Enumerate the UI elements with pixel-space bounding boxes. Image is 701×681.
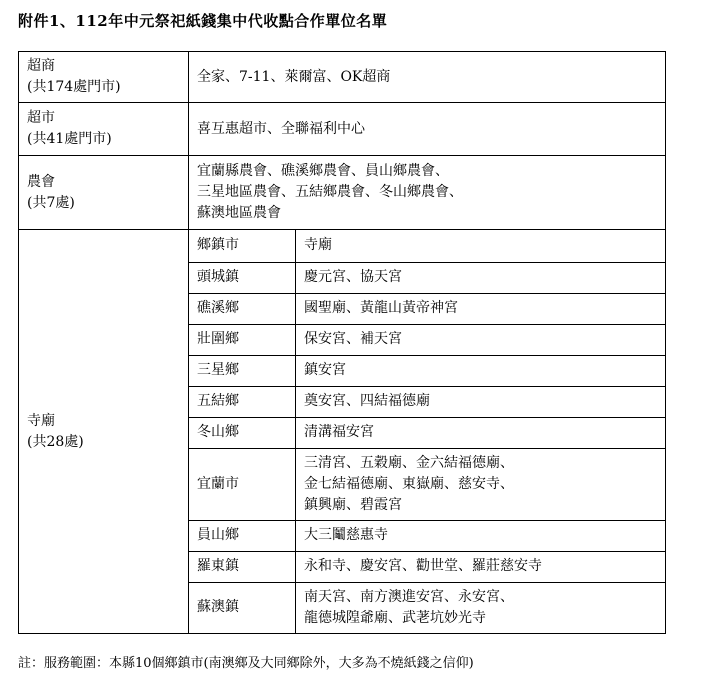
temple-line: 龍德城隍爺廟、武荖坑妙光寺 xyxy=(304,609,486,626)
temple-row xyxy=(189,520,665,551)
partners-cell xyxy=(189,103,666,156)
partners-line: 蘇澳地區農會 xyxy=(197,205,281,221)
temple-line: 南天宮、南方澳進安宮、永安宮、 xyxy=(304,588,514,605)
town-cell: 礁溪鄉 xyxy=(189,293,296,324)
temple-list-cell xyxy=(296,582,666,633)
document-title: 附件1、112年中元祭祀紙錢集中代收點合作單位名單 xyxy=(18,12,388,30)
temple-row xyxy=(189,262,665,293)
partners-cell xyxy=(189,52,666,103)
temple-list-cell xyxy=(296,262,666,293)
temple-line: 大三鬮慈惠寺 xyxy=(304,527,388,543)
table-row-temples xyxy=(19,230,666,634)
town-cell: 頭城鎮 xyxy=(189,262,296,293)
temple-list-cell xyxy=(296,324,666,355)
temple-line: 國聖廟、黃龍山黃帝神宮 xyxy=(304,300,458,316)
temples-table xyxy=(189,230,665,633)
town-cell: 三星鄉 xyxy=(189,355,296,386)
temple-row xyxy=(189,582,665,633)
temple-row xyxy=(189,324,665,355)
temple-row xyxy=(189,417,665,448)
temples-header-row xyxy=(189,230,665,262)
table-row-convenience-store xyxy=(19,52,666,103)
temples-cell xyxy=(189,230,666,634)
temple-row xyxy=(189,293,665,324)
temple-line: 鎮安宮 xyxy=(304,362,346,378)
table-row-farmers-association xyxy=(19,156,666,230)
category-cell xyxy=(19,230,189,634)
temple-line: 三清宮、五穀廟、金六結福德廟、 xyxy=(304,454,514,471)
town-cell: 冬山鄉 xyxy=(189,417,296,448)
category-cell xyxy=(19,103,189,156)
temple-line: 鎮興廟、碧霞宮 xyxy=(304,496,402,513)
category-name: 超市 xyxy=(27,110,55,126)
temple-line: 慶元宮、協天宮 xyxy=(304,269,402,285)
temple-row xyxy=(189,386,665,417)
town-cell: 羅東鎮 xyxy=(189,551,296,582)
category-count: (共28處) xyxy=(27,433,84,450)
partners-line: 宜蘭縣農會、礁溪鄉農會、員山鄉農會、 xyxy=(197,163,449,179)
temple-list-cell xyxy=(296,386,666,417)
category-count: (共41處門市) xyxy=(27,131,112,147)
footnote: 註：服務範圍：本縣10個鄉鎮市(南澳鄉及大同鄉除外，大多為不燒紙錢之信仰) xyxy=(18,656,474,671)
temple-list-cell xyxy=(296,551,666,582)
town-header: 鄉鎮市 xyxy=(189,230,296,262)
temple-line: 保安宮、補天宮 xyxy=(304,331,402,347)
category-name: 超商 xyxy=(27,58,55,74)
temple-line: 金七結福德廟、東嶽廟、慈安寺、 xyxy=(304,475,514,492)
partners-line: 全家、7-11、萊爾富、OK超商 xyxy=(197,68,391,85)
town-cell: 蘇澳鎮 xyxy=(189,582,296,633)
temple-row xyxy=(189,355,665,386)
category-cell xyxy=(19,156,189,230)
town-cell: 五結鄉 xyxy=(189,386,296,417)
category-count: (共174處門市) xyxy=(27,79,121,95)
temple-line: 永和寺、慶安宮、勸世堂、羅莊慈安寺 xyxy=(304,558,542,574)
temple-line: 清溝福安宮 xyxy=(304,424,374,440)
partners-line: 三星地區農會、五結鄉農會、冬山鄉農會、 xyxy=(197,184,463,200)
temple-list-cell xyxy=(296,448,666,520)
temple-row xyxy=(189,551,665,582)
category-name: 農會 xyxy=(27,173,55,190)
temple-list-cell xyxy=(296,355,666,386)
temple-list-cell xyxy=(296,417,666,448)
category-cell xyxy=(19,52,189,103)
temple-line: 奠安宮、四結福德廟 xyxy=(304,393,430,409)
temple-row xyxy=(189,448,665,520)
town-cell: 壯圍鄉 xyxy=(189,324,296,355)
temple-list-cell xyxy=(296,293,666,324)
temple-header: 寺廟 xyxy=(296,230,666,262)
partners-cell xyxy=(189,156,666,230)
town-cell: 宜蘭市 xyxy=(189,448,296,520)
temple-list-cell xyxy=(296,520,666,551)
table-row-supermarket xyxy=(19,103,666,156)
partner-table xyxy=(18,51,666,634)
town-cell: 員山鄉 xyxy=(189,520,296,551)
category-count: (共7處) xyxy=(27,194,75,211)
category-name: 寺廟 xyxy=(27,412,55,429)
partners-line: 喜互惠超市、全聯福利中心 xyxy=(197,120,365,137)
